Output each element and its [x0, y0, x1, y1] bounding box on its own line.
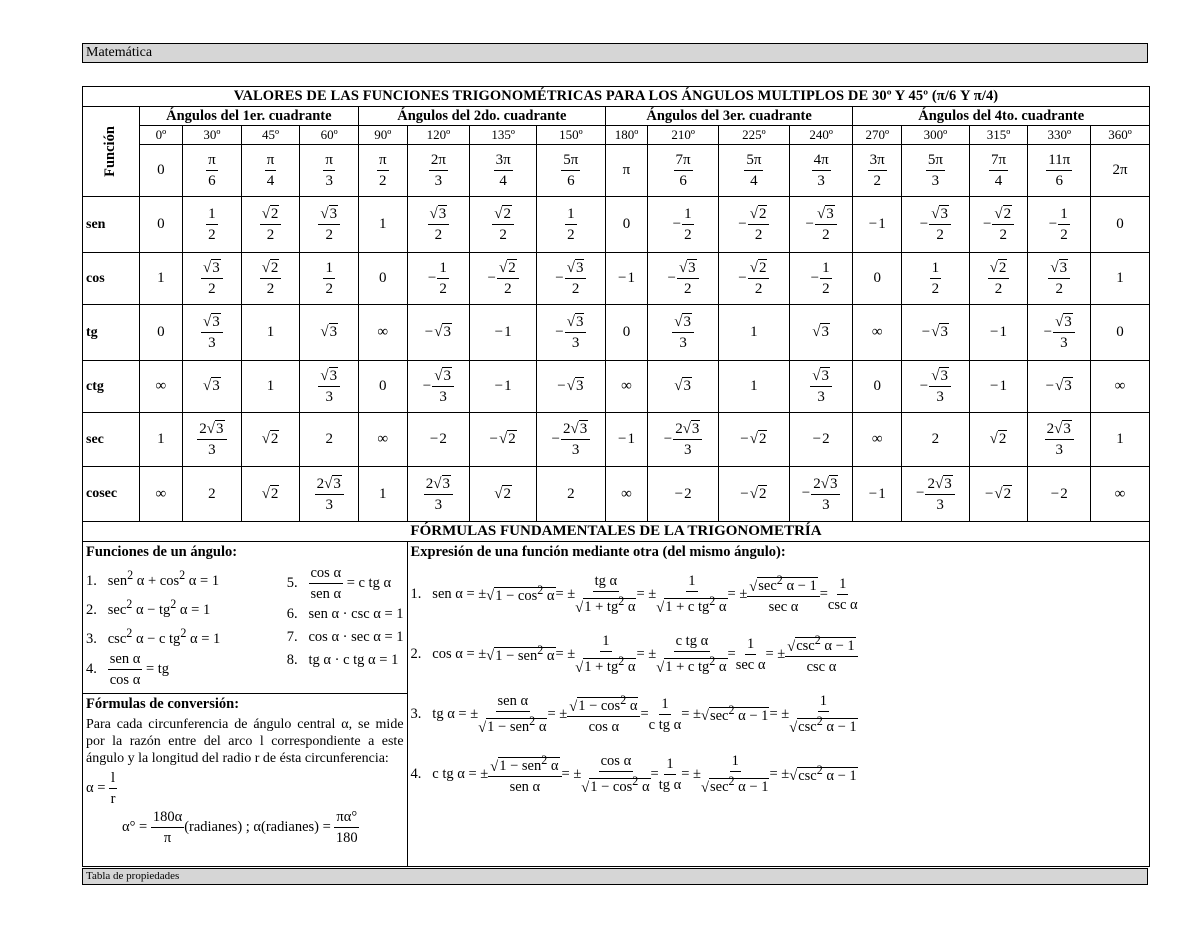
- function-name-sen: sen: [83, 197, 140, 253]
- value-cell: ∞: [605, 361, 647, 413]
- value-cell: 0: [605, 305, 647, 361]
- value-cell: − $\frac{√2}{2}$: [470, 253, 537, 305]
- value-cell: √3: [789, 305, 853, 361]
- trig-values-table: [82, 86, 1150, 867]
- degree-cell: 45º: [241, 126, 300, 145]
- value-cell: −2: [407, 413, 470, 467]
- value-cell: −1: [969, 361, 1028, 413]
- value-cell: −1: [853, 197, 902, 253]
- value-cell: −√3: [536, 361, 605, 413]
- value-cell: − $\frac{1}{2}$: [407, 253, 470, 305]
- value-cell: −√3: [901, 305, 969, 361]
- value-cell: ∞: [853, 305, 902, 361]
- degree-cell: 180º: [605, 126, 647, 145]
- value-cell: − $\frac{√3}{2}$: [901, 197, 969, 253]
- formula-6: 6. sen α · csc α = 1: [286, 606, 404, 622]
- radian-cell: $\frac{2\pi}{3}$: [407, 145, 470, 197]
- formula-3: 3. $\csc^2 \alpha - c$ $tg^2$ α = 1: [86, 625, 221, 647]
- value-cell: −√2: [969, 467, 1028, 522]
- quadrant-header: Ángulos del 3er. cuadrante: [605, 107, 853, 126]
- degree-cell: 120º: [407, 126, 470, 145]
- value-cell: 0: [853, 361, 902, 413]
- value-cell: −√2: [470, 413, 537, 467]
- value-cell: √3: [648, 361, 719, 413]
- value-cell: − $\frac{√3}{2}$: [789, 197, 853, 253]
- value-cell: $\frac{√3}{2}$: [407, 197, 470, 253]
- value-cell: $\frac{√3}{2}$: [183, 253, 242, 305]
- value-cell: $\frac{√3}{3}$: [789, 361, 853, 413]
- one-angle-formulas: [86, 564, 404, 689]
- degree-cell: 90º: [359, 126, 408, 145]
- value-cell: $\frac{√3}{2}$: [300, 197, 359, 253]
- value-cell: − $\frac{√2}{2}$: [718, 197, 789, 253]
- radian-cell: $\frac{5\pi}{6}$: [536, 145, 605, 197]
- value-cell: −1: [853, 467, 902, 522]
- value-cell: − $\frac{√3}{2}$: [648, 253, 719, 305]
- degree-cell: 300º: [901, 126, 969, 145]
- expression-4: 4. c tg α = ± $\frac{√1 - sen^2 \alpha}{\text{sen α}}$ = ± $\frac{\text{cos α}}{√1 - \cos^2 \alpha}$ = $\frac{1}{\text{tg α}}$ = ± $\frac{1}{√\sec^2 \alpha - 1}$ = ± $√\csc^2$ α − 1: [410, 752, 857, 796]
- value-cell: −1: [470, 361, 537, 413]
- degree-cell: 240º: [789, 126, 853, 145]
- value-cell: ∞: [139, 361, 182, 413]
- value-cell: $\frac{1}{2}$: [183, 197, 242, 253]
- formulas-section-title: FÓRMULAS FUNDAMENTALES DE LA TRIGONOMETRÍA: [83, 522, 1150, 542]
- conversion-text: Para cada circunferencia de ángulo central α, se mide por la razón entre del arco l correspondiente a este ángulo y la longitud del radio r de ésta circunferencia:: [86, 717, 404, 767]
- value-cell: 2: [901, 413, 969, 467]
- value-cell: $\frac{2√3}{3}$: [407, 467, 470, 522]
- value-cell: ∞: [139, 467, 182, 522]
- degree-cell: 270º: [853, 126, 902, 145]
- radian-cell: $\frac{5\pi}{3}$: [901, 145, 969, 197]
- value-cell: $\frac{1}{2}$: [300, 253, 359, 305]
- value-cell: ∞: [605, 467, 647, 522]
- radian-cell: $\frac{11\pi}{6}$: [1028, 145, 1091, 197]
- degree-cell: 150º: [536, 126, 605, 145]
- value-cell: $\frac{√2}{2}$: [470, 197, 537, 253]
- page-footer-label: Tabla de propiedades: [86, 870, 180, 882]
- radian-cell: $\frac{\pi}{6}$: [183, 145, 242, 197]
- value-cell: $\frac{√3}{3}$: [648, 305, 719, 361]
- radian-cell: $\frac{3\pi}{4}$: [470, 145, 537, 197]
- value-cell: 1: [359, 197, 408, 253]
- value-cell: 0: [1091, 197, 1150, 253]
- value-cell: − $\frac{√2}{2}$: [718, 253, 789, 305]
- one-angle-title: Funciones de un ángulo:: [86, 544, 238, 560]
- value-cell: 0: [853, 253, 902, 305]
- value-cell: − $\frac{√2}{2}$: [969, 197, 1028, 253]
- value-cell: 1: [1091, 413, 1150, 467]
- value-cell: 1: [139, 253, 182, 305]
- value-cell: 2: [183, 467, 242, 522]
- value-cell: 0: [139, 197, 182, 253]
- radian-cell: π: [605, 145, 647, 197]
- degree-cell: 315º: [969, 126, 1028, 145]
- degree-cell: 135º: [470, 126, 537, 145]
- conversion-title: Fórmulas de conversión:: [86, 696, 240, 713]
- formula-1: 1. sen$^2$ $\alpha + \cos^2 \alpha = 1$: [86, 568, 220, 589]
- value-cell: ∞: [1091, 467, 1150, 522]
- value-cell: − $\frac{2√3}{3}$: [648, 413, 719, 467]
- value-cell: √2: [241, 467, 300, 522]
- value-cell: − $\frac{2√3}{3}$: [789, 467, 853, 522]
- value-cell: − $\frac{1}{2}$: [648, 197, 719, 253]
- radian-cell: 2π: [1091, 145, 1150, 197]
- function-name-tg: tg: [83, 305, 140, 361]
- value-cell: $\frac{2√3}{3}$: [300, 467, 359, 522]
- degree-cell: 60º: [300, 126, 359, 145]
- left-formulas-cell: [83, 542, 408, 867]
- value-cell: 1: [139, 413, 182, 467]
- value-cell: − $\frac{2√3}{3}$: [901, 467, 969, 522]
- value-cell: √3: [183, 361, 242, 413]
- value-cell: − $\frac{2√3}{3}$: [536, 413, 605, 467]
- expression-title: Expresión de una función mediante otra (del mismo ángulo):: [410, 544, 786, 560]
- function-name-ctg: ctg: [83, 361, 140, 413]
- value-cell: − $\frac{1}{2}$: [789, 253, 853, 305]
- value-cell: −1: [605, 413, 647, 467]
- value-cell: 1: [359, 467, 408, 522]
- value-cell: $\frac{2√3}{3}$: [183, 413, 242, 467]
- value-cell: $\frac{√3}{3}$: [300, 361, 359, 413]
- value-cell: 1: [718, 361, 789, 413]
- degree-cell: 225º: [718, 126, 789, 145]
- value-cell: − $\frac{1}{2}$: [1028, 197, 1091, 253]
- value-cell: 1: [241, 305, 300, 361]
- formula-5: 5. $\frac{\text{cos α}}{\text{sen α}}$ = c tg α: [286, 565, 392, 602]
- page-header-bar: [82, 43, 1148, 63]
- formula-7: 7. cos α · sec α = 1: [286, 629, 404, 645]
- page-footer-bar: [82, 868, 1148, 885]
- value-cell: $\frac{√2}{2}$: [241, 253, 300, 305]
- quadrant-header: Ángulos del 1er. cuadrante: [139, 107, 358, 126]
- value-cell: $\frac{1}{2}$: [536, 197, 605, 253]
- degree-cell: 30º: [183, 126, 242, 145]
- degree-cell: 210º: [648, 126, 719, 145]
- value-cell: ∞: [853, 413, 902, 467]
- conversion-formula-1: α = $\frac{l}{r}$: [86, 770, 116, 808]
- value-cell: 1: [1091, 253, 1150, 305]
- expression-2: 2. cos α = ± √1 − sen$^2$ α = ± $\frac{1}{√1 + tg^2 \alpha}$ = ± $\frac{\text{c tg α}}{√1 + c tg^2 \alpha}$ = $\frac{1}{\text{sec α}}$ = ± $\frac{√\csc^2 \alpha - 1}{\text{csc α}}$: [411, 624, 1146, 684]
- value-cell: ∞: [359, 413, 408, 467]
- value-cell: 0: [139, 305, 182, 361]
- value-cell: − $\frac{√3}{3}$: [1028, 305, 1091, 361]
- radian-cell: $\frac{7\pi}{6}$: [648, 145, 719, 197]
- expression-3: 3. tg α = ± $\frac{\text{sen α}}{√1 - sen^2 \alpha}$ = ± $\frac{√1 - \cos^2 \alpha}{\text{cos α}}$ = $\frac{1}{\text{c tg α}}$ = ± $√\sec^2$ α − 1 = ± $\frac{1}{√\csc^2 \alpha - 1}$: [410, 692, 857, 736]
- value-cell: − $\frac{√3}{3}$: [407, 361, 470, 413]
- value-cell: 0: [1091, 305, 1150, 361]
- radian-cell: $\frac{\pi}{4}$: [241, 145, 300, 197]
- degree-cell: 330º: [1028, 126, 1091, 145]
- function-name-sec: sec: [83, 413, 140, 467]
- value-cell: 0: [605, 197, 647, 253]
- radian-cell: $\frac{5\pi}{4}$: [718, 145, 789, 197]
- expression-1: 1. sen α = ± $√1 - \cos^2 \alpha$ = ± $\frac{\text{tg α}}{√1 + tg^2 \alpha}$ = ± $\frac{1}{√1 + c tg^2 \alpha}$ = ± $\frac{√\sec^2 \alpha - 1}{\text{sec α}}$ = $\frac{1}{\text{csc α}}$: [410, 572, 858, 616]
- value-cell: $\frac{1}{2}$: [901, 253, 969, 305]
- radian-cell: $\frac{\pi}{2}$: [359, 145, 408, 197]
- value-cell: −1: [969, 305, 1028, 361]
- value-cell: −√2: [718, 413, 789, 467]
- quadrant-header: Ángulos del 2do. cuadrante: [359, 107, 606, 126]
- value-cell: −2: [1028, 467, 1091, 522]
- radian-cell: 0: [139, 145, 182, 197]
- value-cell: √2: [241, 413, 300, 467]
- value-cell: −1: [605, 253, 647, 305]
- value-cell: 0: [359, 253, 408, 305]
- radian-cell: $\frac{4\pi}{3}$: [789, 145, 853, 197]
- value-cell: −2: [789, 413, 853, 467]
- right-formulas-cell: [407, 542, 1149, 867]
- value-cell: 2: [536, 467, 605, 522]
- value-cell: − $\frac{√3}{2}$: [536, 253, 605, 305]
- value-cell: √2: [470, 467, 537, 522]
- value-cell: −2: [648, 467, 719, 522]
- value-cell: $\frac{√3}{2}$: [1028, 253, 1091, 305]
- value-cell: $\frac{√2}{2}$: [241, 197, 300, 253]
- page-header-title: Matemática: [86, 45, 153, 60]
- formula-8: 8. tg α · c tg α = 1: [286, 652, 399, 668]
- value-cell: $\frac{√3}{3}$: [183, 305, 242, 361]
- value-cell: $\frac{√2}{2}$: [969, 253, 1028, 305]
- value-cell: −1: [470, 305, 537, 361]
- value-cell: √3: [300, 305, 359, 361]
- degree-cell: 0º: [139, 126, 182, 145]
- radian-cell: $\frac{3\pi}{2}$: [853, 145, 902, 197]
- value-cell: 1: [718, 305, 789, 361]
- value-cell: −√2: [718, 467, 789, 522]
- value-cell: $\frac{2√3}{3}$: [1028, 413, 1091, 467]
- value-cell: − $\frac{√3}{3}$: [901, 361, 969, 413]
- radian-cell: $\frac{\pi}{3}$: [300, 145, 359, 197]
- formula-4: 4. $\frac{\text{sen α}}{\text{cos α}}$ = tg: [86, 651, 170, 689]
- value-cell: −√3: [407, 305, 470, 361]
- value-cell: − $\frac{√3}{3}$: [536, 305, 605, 361]
- formula-2: 2. $\sec^2 \alpha - tg^2$ α = 1: [86, 596, 211, 618]
- function-name-cos: cos: [83, 253, 140, 305]
- value-cell: 1: [241, 361, 300, 413]
- value-cell: 0: [359, 361, 408, 413]
- table-title: VALORES DE LAS FUNCIONES TRIGONOMÉTRICAS PARA LOS ÁNGULOS MULTIPLOS DE 30º Y 45º (π/6 Y π/4): [83, 87, 1150, 107]
- value-cell: −√3: [1028, 361, 1091, 413]
- value-cell: √2: [969, 413, 1028, 467]
- value-cell: ∞: [359, 305, 408, 361]
- function-name-cosec: cosec: [83, 467, 140, 522]
- radian-cell: $\frac{7\pi}{4}$: [969, 145, 1028, 197]
- value-cell: 2: [300, 413, 359, 467]
- function-header: Función: [83, 107, 140, 197]
- conversion-formula-2: α° = $\frac{180\alpha}{\pi}$ (radianes) ; α(radianes) = $\frac{\pi\alpha^\circ}{180}$: [122, 809, 358, 847]
- degree-cell: 360º: [1091, 126, 1150, 145]
- value-cell: ∞: [1091, 361, 1150, 413]
- quadrant-header: Ángulos del 4to. cuadrante: [853, 107, 1150, 126]
